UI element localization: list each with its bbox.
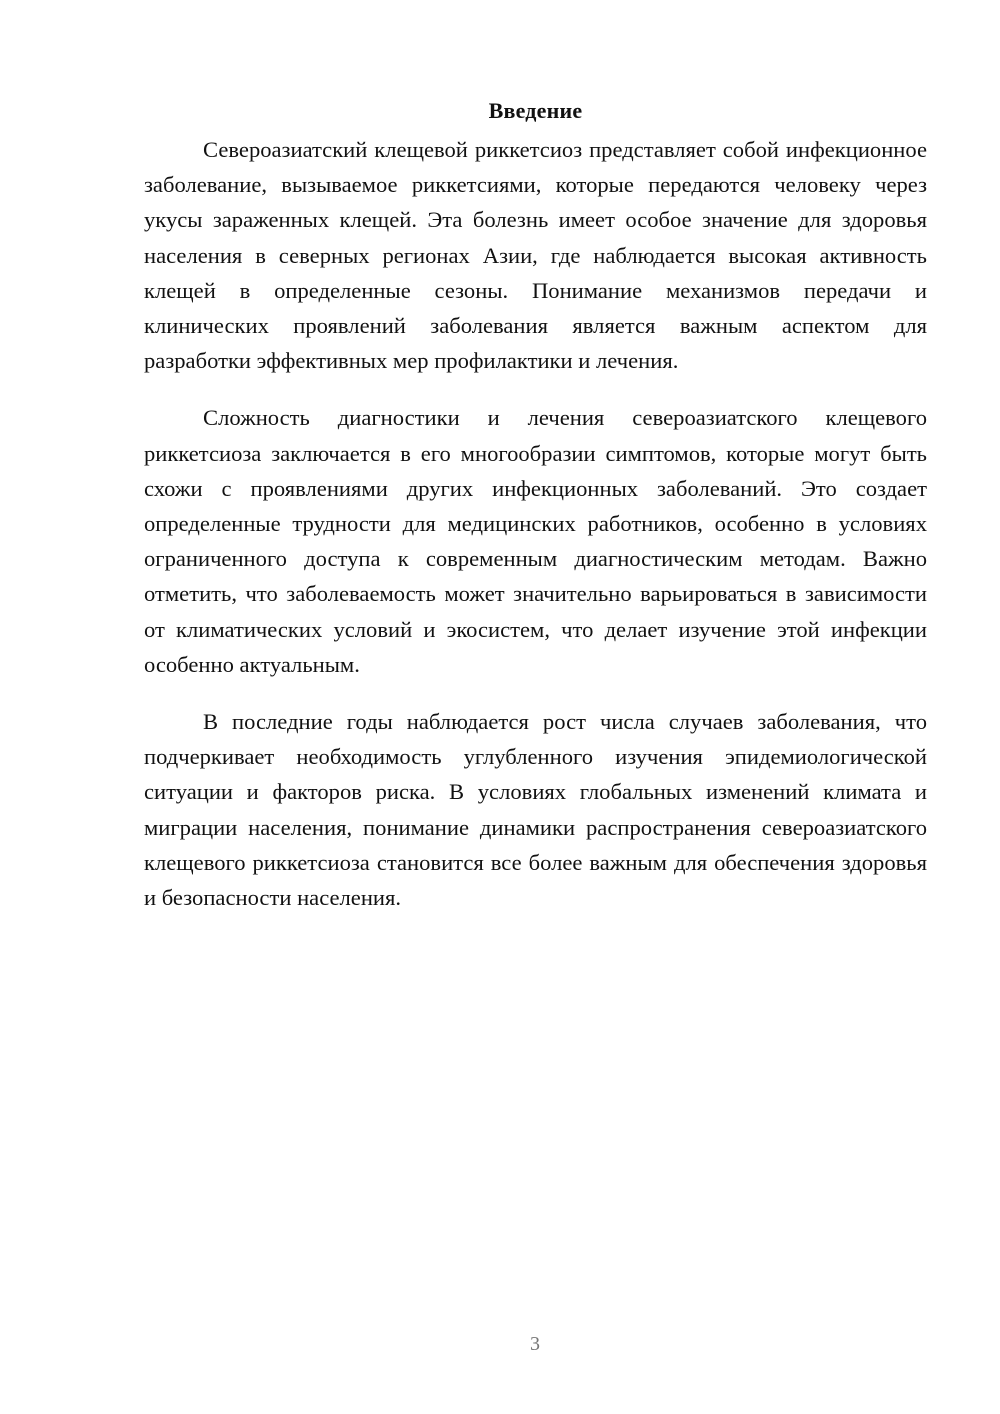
page-number: 3 xyxy=(530,1333,540,1355)
paragraph-3: В последние годы наблюдается рост числа случаев заболевания, что подчеркивает необходимость углубленного изучения эпидемиологической ситуации и факторов риска. В условиях глобальных изменений климата и миграции населения, понимание динамики распространения североазиатского клещевого риккетсиоза становится все более важным для обеспечения здоровья и безопасности населения. xyxy=(144,709,927,911)
paragraph-1: Североазиатский клещевой риккетсиоз представляет собой инфекционное заболевание, вызываемое риккетсиями, которые передаются человеку через укусы зараженных клещей. Эта болезнь имеет особое значение для здоровья населения в северных регионах Азии, где наблюдается высокая активность клещей в определенные сезоны. Понимание механизмов передачи и клинических проявлений заболевания является важным аспектом для разработки эффективных мер профилактики и лечения. xyxy=(144,137,927,374)
section-heading: Введение xyxy=(488,98,583,123)
document-body xyxy=(144,94,927,937)
paragraph-2: Сложность диагностики и лечения североазиатского клещевого риккетсиоза заключается в его многообразии симптомов, которые могут быть схожи с проявлениями других инфекционных заболеваний. Это создает определенные трудности для медицинских работников, особенно в условиях ограниченного доступа к современным диагностическим методам. Важно отметить, что заболеваемость может значительно варьироваться в зависимости от климатических условий и экосистем, что делает изучение этой инфекции особенно актуальным. xyxy=(144,405,927,677)
